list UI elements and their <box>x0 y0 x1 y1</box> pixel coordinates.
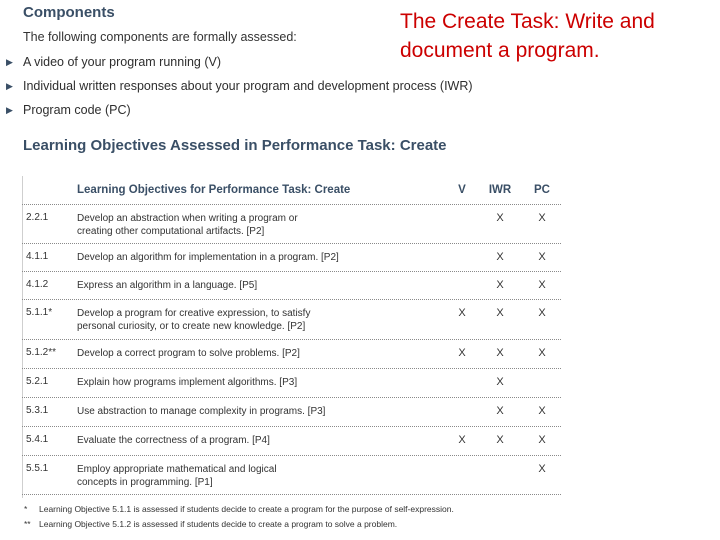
description-line: Employ appropriate mathematical and logical <box>77 464 277 475</box>
mark-pc: X <box>538 307 546 319</box>
bullet-icon: ▶ <box>6 57 13 67</box>
component-text: A video of your program running (V) <box>23 55 222 69</box>
table-row <box>22 340 561 369</box>
mark-iwr: X <box>496 212 504 224</box>
mark-v: X <box>458 347 466 359</box>
objective-id: 5.2.1 <box>26 376 49 387</box>
mark-pc: X <box>538 251 546 263</box>
header-description: Learning Objectives for Performance Task: Create <box>77 184 351 196</box>
mark-pc: X <box>538 279 546 291</box>
table-row <box>22 369 561 398</box>
objective-description <box>77 307 427 333</box>
mark-iwr: X <box>496 279 504 291</box>
objective-id: 5.4.1 <box>26 434 49 445</box>
objective-description <box>77 463 427 489</box>
header-iwr: IWR <box>488 184 512 196</box>
bullet-icon: ▶ <box>6 105 13 115</box>
objective-id: 5.1.1* <box>26 307 53 318</box>
table-row <box>22 300 561 340</box>
mark-pc: X <box>538 463 546 475</box>
footnote-text: Learning Objective 5.1.2 is assessed if students decide to create a program to solve a problem. <box>39 519 398 529</box>
objective-id: 5.1.2** <box>26 347 57 358</box>
table-row <box>22 398 561 427</box>
bullet-icon: ▶ <box>6 81 13 91</box>
table-row <box>22 244 561 272</box>
objective-description <box>77 212 427 238</box>
mark-pc: X <box>538 347 546 359</box>
objective-description: Use abstraction to manage complexity in programs. [P3] <box>77 406 326 417</box>
objective-description: Evaluate the correctness of a program. [P4] <box>77 435 270 446</box>
description-line: personal curiosity, or to create new knowledge. [P2] <box>77 321 306 332</box>
mark-pc: X <box>538 405 546 417</box>
objective-id: 5.5.1 <box>26 463 49 474</box>
mark-iwr: X <box>496 251 504 263</box>
mark-pc: X <box>538 434 546 446</box>
slide-title: The Create Task: Write and document a program. <box>400 10 655 62</box>
description-line: Develop a program for creative expression, to satisfy <box>77 308 311 319</box>
objective-id: 4.1.1 <box>26 251 49 262</box>
mark-iwr: X <box>496 307 504 319</box>
description-line: concepts in programming. [P1] <box>77 477 213 488</box>
objective-id: 4.1.2 <box>26 279 49 290</box>
header-pc: PC <box>534 184 550 196</box>
table-header <box>22 176 561 205</box>
description-line: Develop an abstraction when writing a program or <box>77 213 298 224</box>
objective-description: Develop an algorithm for implementation in a program. [P2] <box>77 252 339 263</box>
mark-iwr: X <box>496 434 504 446</box>
footnote-text: Learning Objective 5.1.1 is assessed if students decide to create a program for the purpose of self-expression. <box>39 504 454 514</box>
objectives-heading: Learning Objectives Assessed in Performance Task: Create <box>23 137 447 154</box>
table-row <box>22 456 561 495</box>
mark-v: X <box>458 307 466 319</box>
components-heading: Components <box>23 4 115 21</box>
components-intro: The following components are formally assessed: <box>23 30 297 44</box>
mark-iwr: X <box>496 405 504 417</box>
component-text: Individual written responses about your program and development process (IWR) <box>23 79 473 93</box>
objectives-table <box>22 176 561 495</box>
objective-description: Express an algorithm in a language. [P5] <box>77 280 258 291</box>
objective-id: 5.3.1 <box>26 405 49 416</box>
table-row <box>22 427 561 456</box>
description-line: creating other computational artifacts. [P2] <box>77 226 265 237</box>
header-v: V <box>458 184 466 196</box>
table-row <box>22 272 561 300</box>
mark-iwr: X <box>496 347 504 359</box>
mark-iwr: X <box>496 376 504 388</box>
component-text: Program code (PC) <box>23 103 131 117</box>
mark-v: X <box>458 434 466 446</box>
footnote-mark: ** <box>24 519 31 529</box>
objective-id: 2.2.1 <box>26 212 49 223</box>
table-row <box>22 205 561 244</box>
footnote-mark: * <box>24 504 28 514</box>
mark-pc: X <box>538 212 546 224</box>
objective-description: Explain how programs implement algorithms. [P3] <box>77 377 298 388</box>
objective-description: Develop a correct program to solve problems. [P2] <box>77 348 300 359</box>
